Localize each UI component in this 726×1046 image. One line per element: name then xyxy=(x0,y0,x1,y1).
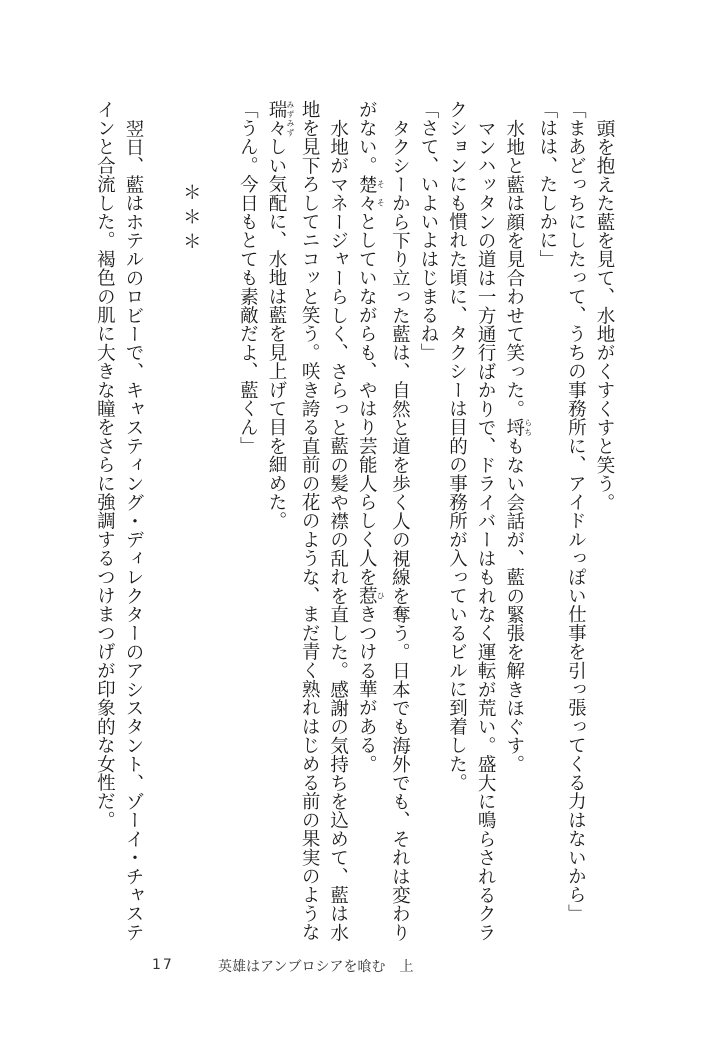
text-line: 水地と藍は顔を見合わせて笑った。埒 らちもない会話が、藍の緊張を解きほぐす。 xyxy=(503,118,533,774)
text-line: クションにも慣れた頃に、タクシーは目的の事務所が入っているビルに到着した。 xyxy=(446,100,468,792)
furigana: 瑞々 みずみず xyxy=(265,100,295,138)
vertical-text-body xyxy=(90,100,618,942)
text-line: 地を見下ろしてニコッと笑う。咲き誇る直前の花のような、まだ青く熟れはじめる前の果実のような xyxy=(299,100,321,942)
section-separator: ＊＊＊ xyxy=(180,183,202,257)
page-number: 17 xyxy=(152,957,174,973)
text-line: タクシーから下り立った藍は、自然と道を歩く人の視線を奪う。日本でも海外でも、それは変わり xyxy=(389,118,411,942)
text-line: マンハッタンの道は一方通行ばかりで、ドライバーはもれなく運転が荒い。盛大に鳴らされるクラ xyxy=(475,118,497,942)
text-line: インと合流した。褐色の肌に大きな瞳をさらに強調するつけまつげが印象的な女性だ。 xyxy=(94,100,116,830)
text-line: 「まあどっちにしたって、うちの事務所に、アイドルっぽい仕事を引っ張ってくる力はないから」 xyxy=(565,100,587,923)
text-line: 水地がマネージャーらしく、さらっと藍の髪や襟の乱れを直した。感謝の気持ちを込めて、藍は水 xyxy=(327,118,349,942)
text-line: 頭を抱えた藍を見て、水地がくすくすと笑う。 xyxy=(594,118,615,512)
text-line: 瑞々 みずみずしい気配に、水地は藍を見上げて目を細めた。 xyxy=(265,100,295,531)
running-title: 英雄はアンブロシアを喰む 上 xyxy=(218,959,414,975)
text-line: 翌日、藍はホテルのロビーで、キャスティング・ディレクターのアシスタント、ゾーイ・チャステ xyxy=(123,118,144,942)
text-line: 「はは、たしかに」 xyxy=(536,100,558,269)
text-line: がない。楚々 そそとしていながらも、やはり芸能人らしく人を惹 ひきつける華がある。 xyxy=(356,100,386,774)
blank-line xyxy=(147,100,176,930)
blank-line xyxy=(204,100,233,930)
furigana: 埒 らち xyxy=(503,417,533,437)
text-line: 「さて、いよいよはじまるね」 xyxy=(417,100,439,362)
text-line: 「うん。今日もとても素敵だよ、藍くん」 xyxy=(237,100,259,456)
furigana: 惹 ひ xyxy=(356,586,386,605)
furigana: 楚々 そそ xyxy=(356,174,386,213)
